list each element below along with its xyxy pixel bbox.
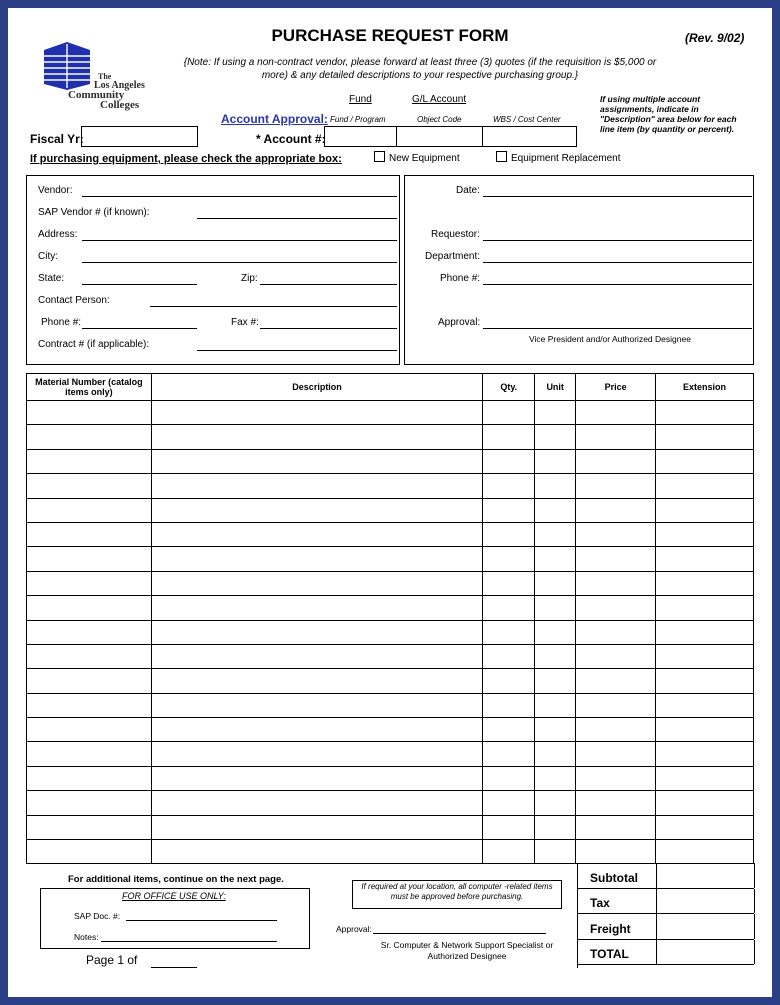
city-input[interactable] — [82, 262, 397, 263]
totals-left-border — [577, 863, 578, 968]
description-cell[interactable] — [151, 791, 482, 815]
table-row — [27, 815, 754, 839]
material-number-cell[interactable] — [27, 815, 152, 839]
qty-cell[interactable] — [483, 840, 535, 864]
unit-cell[interactable] — [535, 669, 576, 693]
table-row — [27, 766, 754, 790]
lacc-logo: The Los Angeles Community Colleges — [38, 40, 158, 112]
object-code-label: Object Code — [417, 115, 462, 124]
line-items-table — [26, 373, 754, 864]
freight-row — [577, 914, 754, 940]
department-input[interactable] — [483, 262, 752, 263]
table-row — [27, 547, 754, 571]
material-number-cell[interactable] — [27, 766, 152, 790]
table-row — [27, 840, 754, 864]
subtotal-row — [577, 863, 754, 889]
requestor-label: Requestor: — [431, 229, 480, 240]
table-row — [27, 669, 754, 693]
material-number-cell[interactable] — [27, 571, 152, 595]
fund-header: Fund — [349, 94, 372, 105]
price-cell[interactable] — [576, 522, 656, 546]
unit-cell[interactable] — [535, 425, 576, 449]
vendor-label: Vendor: — [38, 185, 73, 196]
extension-cell[interactable] — [656, 742, 754, 766]
city-label: City: — [38, 251, 58, 262]
form-title: PURCHASE REQUEST FORM — [271, 26, 509, 45]
table-row — [27, 718, 754, 742]
fund-program-input[interactable] — [324, 126, 397, 147]
tax-row — [577, 889, 754, 915]
footer-approval-label: Approval: — [336, 924, 372, 934]
extension-cell[interactable] — [656, 474, 754, 498]
unit-cell[interactable] — [535, 791, 576, 815]
extension-cell[interactable] — [656, 815, 754, 839]
requestor-phone-label: Phone #: — [440, 273, 481, 284]
qty-cell[interactable] — [483, 522, 535, 546]
total-value[interactable] — [656, 940, 755, 965]
price-cell[interactable] — [576, 669, 656, 693]
zip-label: Zip: — [241, 273, 258, 284]
zip-input[interactable] — [260, 284, 397, 285]
requestor-input[interactable] — [483, 240, 752, 241]
qty-cell[interactable] — [483, 401, 535, 425]
specialist-note: Sr. Computer & Network Support Specialist or Authorized Designee — [380, 940, 554, 961]
fax-label: Fax #: — [231, 317, 259, 328]
equipment-label: If purchasing equipment, please check the appropriate box: — [30, 153, 342, 165]
gl-account-header: G/L Account — [412, 94, 467, 105]
logo-emblem-icon — [38, 40, 96, 90]
requestor-phone-input[interactable] — [483, 284, 752, 285]
sap-vendor-input[interactable] — [197, 218, 397, 219]
state-label: State: — [38, 273, 65, 284]
office-use-label: FOR OFFICE USE ONLY: — [122, 891, 226, 901]
contact-person-input[interactable] — [150, 306, 397, 307]
approval-input[interactable] — [483, 328, 752, 329]
price-cell[interactable] — [576, 498, 656, 522]
new-equipment-label: New Equipment — [389, 153, 460, 164]
description-header: Description — [151, 374, 482, 401]
fund-program-label: Fund / Program — [330, 115, 386, 124]
unit-cell[interactable] — [535, 401, 576, 425]
total-label: TOTAL — [590, 947, 629, 961]
material-number-cell[interactable] — [27, 620, 152, 644]
state-input[interactable] — [82, 284, 197, 285]
contract-input[interactable] — [197, 350, 397, 351]
unit-cell[interactable] — [535, 766, 576, 790]
qty-cell[interactable] — [483, 596, 535, 620]
sap-doc-input[interactable] — [126, 920, 277, 921]
extension-cell[interactable] — [656, 449, 754, 473]
extension-cell[interactable] — [656, 401, 754, 425]
extension-cell[interactable] — [656, 669, 754, 693]
fiscal-yr-label: Fiscal Yr: — [30, 132, 84, 146]
description-cell[interactable] — [151, 718, 482, 742]
extension-cell[interactable] — [656, 791, 754, 815]
material-number-header: Material Number (catalog items only) — [27, 374, 152, 401]
wbs-label: WBS / Cost Center — [493, 115, 561, 124]
price-cell[interactable] — [576, 449, 656, 473]
freight-label: Freight — [590, 921, 631, 936]
unit-cell[interactable] — [535, 449, 576, 473]
unit-cell[interactable] — [535, 571, 576, 595]
price-cell[interactable] — [576, 840, 656, 864]
account-approval-label: Account Approval: — [221, 112, 328, 126]
vendor-note: {Note: If using a non-contract vendor, please forward at least three (3) quotes (if the requisition is $5,000 or more) & any detailed descriptions to your respective purchasing group.} — [183, 57, 657, 81]
extension-cell[interactable] — [656, 596, 754, 620]
extension-cell[interactable] — [656, 571, 754, 595]
unit-cell[interactable] — [535, 620, 576, 644]
table-row — [27, 425, 754, 449]
material-number-cell[interactable] — [27, 669, 152, 693]
price-cell[interactable] — [576, 474, 656, 498]
approval-label: Approval: — [438, 317, 481, 328]
footer-approval-input[interactable] — [373, 933, 546, 934]
fiscal-yr-input[interactable] — [81, 126, 198, 147]
material-number-cell[interactable] — [27, 596, 152, 620]
description-cell[interactable] — [151, 742, 482, 766]
table-row — [27, 596, 754, 620]
address-input[interactable] — [82, 240, 397, 241]
price-cell[interactable] — [576, 693, 656, 717]
address-label: Address: — [38, 229, 78, 240]
description-cell[interactable] — [151, 522, 482, 546]
totals-panel — [577, 863, 754, 965]
qty-cell[interactable] — [483, 547, 535, 571]
page-total-input[interactable] — [151, 967, 197, 968]
unit-cell[interactable] — [535, 840, 576, 864]
description-cell[interactable] — [151, 596, 482, 620]
equipment-replacement-checkbox[interactable] — [496, 151, 507, 162]
unit-cell[interactable] — [535, 644, 576, 668]
unit-cell[interactable] — [535, 474, 576, 498]
qty-cell[interactable] — [483, 718, 535, 742]
extension-cell[interactable] — [656, 498, 754, 522]
price-cell[interactable] — [576, 766, 656, 790]
material-number-cell[interactable] — [27, 547, 152, 571]
qty-cell[interactable] — [483, 620, 535, 644]
unit-cell[interactable] — [535, 596, 576, 620]
qty-cell[interactable] — [483, 766, 535, 790]
extension-cell[interactable] — [656, 766, 754, 790]
table-header-row — [27, 374, 754, 401]
qty-cell[interactable] — [483, 693, 535, 717]
freight-value[interactable] — [656, 914, 755, 939]
page-label: Page 1 of — [86, 953, 138, 967]
qty-cell[interactable] — [483, 791, 535, 815]
subtotal-label: Subtotal — [590, 870, 638, 885]
extension-cell[interactable] — [656, 425, 754, 449]
table-row — [27, 791, 754, 815]
tax-value[interactable] — [656, 889, 755, 914]
revision-label: (Rev. 9/02) — [685, 31, 745, 45]
qty-cell[interactable] — [483, 644, 535, 668]
price-cell[interactable] — [576, 425, 656, 449]
extension-header: Extension — [656, 374, 754, 401]
sap-vendor-label: SAP Vendor # (if known): — [38, 207, 150, 218]
qty-cell[interactable] — [483, 669, 535, 693]
fax-input[interactable] — [260, 328, 397, 329]
qty-cell[interactable] — [483, 425, 535, 449]
description-cell[interactable] — [151, 571, 482, 595]
extension-cell[interactable] — [656, 547, 754, 571]
tax-label: Tax — [590, 896, 610, 910]
unit-cell[interactable] — [535, 498, 576, 522]
price-cell[interactable] — [576, 742, 656, 766]
extension-cell[interactable] — [656, 840, 754, 864]
qty-header: Qty. — [483, 374, 535, 401]
unit-header: Unit — [535, 374, 576, 401]
extension-cell[interactable] — [656, 718, 754, 742]
price-cell[interactable] — [576, 644, 656, 668]
description-cell[interactable] — [151, 815, 482, 839]
price-cell[interactable] — [576, 596, 656, 620]
table-row — [27, 498, 754, 522]
vendor-phone-label: Phone #: — [41, 317, 82, 328]
qty-cell[interactable] — [483, 474, 535, 498]
price-cell[interactable] — [576, 815, 656, 839]
vendor-phone-input[interactable] — [82, 328, 197, 329]
description-cell[interactable] — [151, 401, 482, 425]
account-number-label: * Account #: — [256, 132, 326, 146]
price-cell[interactable] — [576, 791, 656, 815]
price-cell[interactable] — [576, 718, 656, 742]
description-cell[interactable] — [151, 425, 482, 449]
unit-cell[interactable] — [535, 693, 576, 717]
vp-note: Vice President and/or Authorized Designee — [529, 334, 691, 344]
new-equipment-checkbox[interactable] — [374, 151, 385, 162]
table-row — [27, 571, 754, 595]
table-row — [27, 620, 754, 644]
description-cell[interactable] — [151, 498, 482, 522]
vendor-panel — [26, 175, 400, 365]
price-header: Price — [576, 374, 656, 401]
sap-doc-label: SAP Doc. #: — [74, 911, 121, 921]
unit-cell[interactable] — [535, 718, 576, 742]
description-cell[interactable] — [151, 474, 482, 498]
notes-label: Notes: — [74, 932, 99, 942]
table-row — [27, 644, 754, 668]
price-cell[interactable] — [576, 547, 656, 571]
description-cell[interactable] — [151, 669, 482, 693]
additional-items-note: For additional items, continue on the next page. — [68, 874, 284, 885]
qty-cell[interactable] — [483, 815, 535, 839]
qty-cell[interactable] — [483, 571, 535, 595]
unit-cell[interactable] — [535, 742, 576, 766]
computer-note: If required at your location, all computer -related items must be approved before purchasing. — [361, 882, 553, 901]
description-cell[interactable] — [151, 644, 482, 668]
description-cell[interactable] — [151, 547, 482, 571]
extension-cell[interactable] — [656, 644, 754, 668]
date-label: Date: — [456, 185, 480, 196]
date-input[interactable] — [483, 196, 752, 197]
qty-cell[interactable] — [483, 498, 535, 522]
description-cell[interactable] — [151, 766, 482, 790]
material-number-cell[interactable] — [27, 742, 152, 766]
material-number-cell[interactable] — [27, 449, 152, 473]
table-row — [27, 474, 754, 498]
vendor-input[interactable] — [82, 196, 397, 197]
total-row — [577, 940, 754, 966]
price-cell[interactable] — [576, 571, 656, 595]
table-row — [27, 449, 754, 473]
wbs-input[interactable] — [482, 126, 577, 147]
extension-cell[interactable] — [656, 522, 754, 546]
material-number-cell[interactable] — [27, 401, 152, 425]
table-row — [27, 401, 754, 425]
description-cell[interactable] — [151, 620, 482, 644]
equipment-replacement-label: Equipment Replacement — [511, 153, 621, 164]
material-number-cell[interactable] — [27, 791, 152, 815]
table-row — [27, 742, 754, 766]
material-number-cell[interactable] — [27, 693, 152, 717]
unit-cell[interactable] — [535, 547, 576, 571]
extension-cell[interactable] — [656, 620, 754, 644]
description-cell[interactable] — [151, 840, 482, 864]
multi-account-note: If using multiple account assignments, indicate in "Description" area below for each line item (by quantity or percent). — [600, 94, 737, 134]
material-number-cell[interactable] — [27, 840, 152, 864]
unit-cell[interactable] — [535, 815, 576, 839]
material-number-cell[interactable] — [27, 522, 152, 546]
material-number-cell[interactable] — [27, 474, 152, 498]
description-cell[interactable] — [151, 449, 482, 473]
contact-person-label: Contact Person: — [38, 295, 110, 306]
material-number-cell[interactable] — [27, 425, 152, 449]
subtotal-value[interactable] — [656, 863, 755, 888]
unit-cell[interactable] — [535, 522, 576, 546]
extension-cell[interactable] — [656, 693, 754, 717]
contract-label: Contract # (if applicable): — [38, 339, 150, 350]
material-number-cell[interactable] — [27, 644, 152, 668]
price-cell[interactable] — [576, 620, 656, 644]
material-number-cell[interactable] — [27, 718, 152, 742]
notes-input[interactable] — [101, 941, 277, 942]
table-row — [27, 522, 754, 546]
table-row — [27, 693, 754, 717]
department-label: Department: — [425, 251, 481, 262]
qty-cell[interactable] — [483, 449, 535, 473]
material-number-cell[interactable] — [27, 498, 152, 522]
object-code-input[interactable] — [396, 126, 483, 147]
description-cell[interactable] — [151, 693, 482, 717]
price-cell[interactable] — [576, 401, 656, 425]
qty-cell[interactable] — [483, 742, 535, 766]
